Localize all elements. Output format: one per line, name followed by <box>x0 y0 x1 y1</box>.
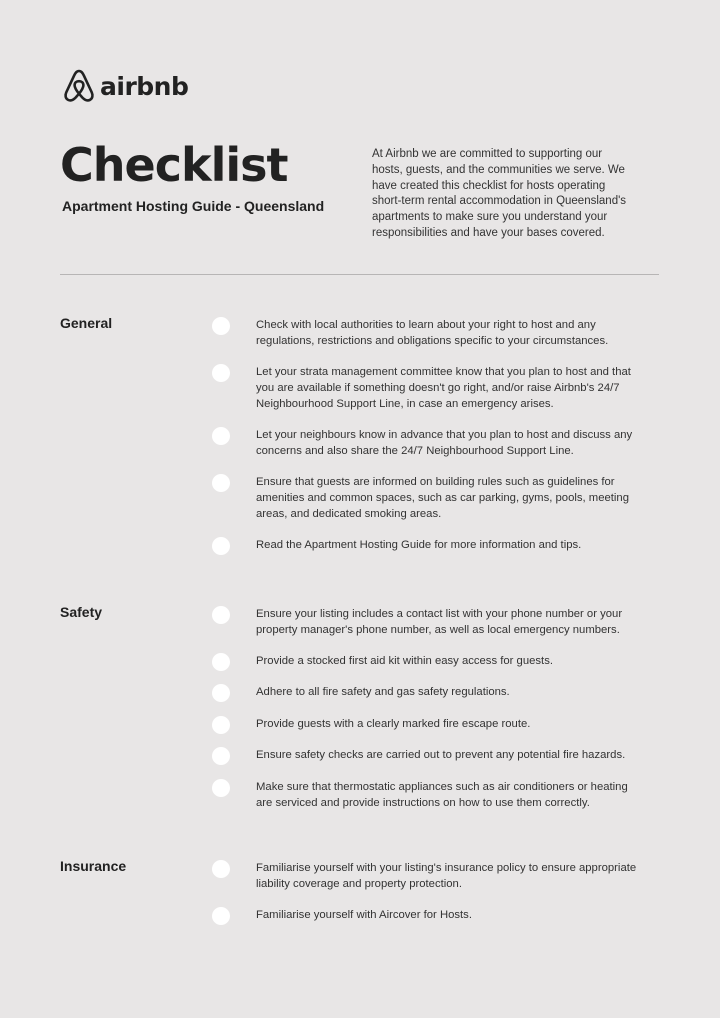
empty-circle-checkbox-icon[interactable] <box>212 907 230 925</box>
checklist-item-text: Read the Apartment Hosting Guide for more information and tips. <box>256 539 582 551</box>
empty-circle-checkbox-icon[interactable] <box>212 364 230 382</box>
section-title-insurance: Insurance <box>60 858 127 874</box>
empty-circle-checkbox-icon[interactable] <box>212 427 230 445</box>
empty-circle-checkbox-icon[interactable] <box>212 537 230 555</box>
header-divider <box>60 274 659 275</box>
checklist-item-text: Ensure safety checks are carried out to prevent any potential fire hazards. <box>256 749 626 761</box>
empty-circle-checkbox-icon[interactable] <box>212 474 230 492</box>
checklist-item-text: Ensure your listing includes a contact list with your phone number or your property manager's phone number, as well as local emergency numbers. <box>256 608 623 636</box>
airbnb-logo <box>62 68 188 104</box>
section-title-general: General <box>60 315 113 331</box>
checklist-item-text: Let your neighbours know in advance that you plan to host and discuss any concerns and also share the 24/7 Neighbourhood Support Line. <box>256 429 633 457</box>
airbnb-wordmark: airbnb <box>100 71 189 101</box>
page-subtitle: Apartment Hosting Guide - Queensland <box>62 198 325 214</box>
empty-circle-checkbox-icon[interactable] <box>212 684 230 702</box>
checklist-item-text: Provide a stocked first aid kit within easy access for guests. <box>256 655 553 667</box>
checklist-item-text: Ensure that guests are informed on building rules such as guidelines for amenities and common spaces, such as car parking, gyms, pools, meeting areas, and dedicated smoking areas. <box>256 476 629 520</box>
empty-circle-checkbox-icon[interactable] <box>212 606 230 624</box>
empty-circle-checkbox-icon[interactable] <box>212 653 230 671</box>
empty-circle-checkbox-icon[interactable] <box>212 860 230 878</box>
checklist-item-text: Provide guests with a clearly marked fire escape route. <box>256 718 531 730</box>
airbnb-belo-icon <box>62 68 96 104</box>
checklist-item-text: Check with local authorities to learn about your right to host and any regulations, restrictions and obligations specific to your circumstances. <box>256 319 609 347</box>
empty-circle-checkbox-icon[interactable] <box>212 317 230 335</box>
checklist-item-text: Make sure that thermostatic appliances such as air conditioners or heating are serviced and provide instructions on how to use them correctly. <box>256 781 628 809</box>
checklist-item-text: Adhere to all fire safety and gas safety regulations. <box>256 686 510 698</box>
checklist-item-text: Familiarise yourself with Aircover for Hosts. <box>256 909 472 921</box>
intro-paragraph: At Airbnb we are committed to supporting our hosts, guests, and the communities we serve. We have created this checklist for hosts operating short-term rental accommodation in Queensland's apartments to make sure you understand your responsibilities and have your bases covered. <box>372 148 627 239</box>
checklist-item-text: Familiarise yourself with your listing's insurance policy to ensure appropriate liability coverage and property protection. <box>256 862 637 890</box>
empty-circle-checkbox-icon[interactable] <box>212 747 230 765</box>
section-title-safety: Safety <box>60 604 103 620</box>
page-title: Checklist <box>60 138 288 192</box>
empty-circle-checkbox-icon[interactable] <box>212 716 230 734</box>
empty-circle-checkbox-icon[interactable] <box>212 779 230 797</box>
checklist-item-text: Let your strata management committee know that you plan to host and that you are available if something doesn't go right, and/or raise Airbnb's 24/7 Neighbourhood Support Line, in case an emergency arises. <box>256 366 631 410</box>
